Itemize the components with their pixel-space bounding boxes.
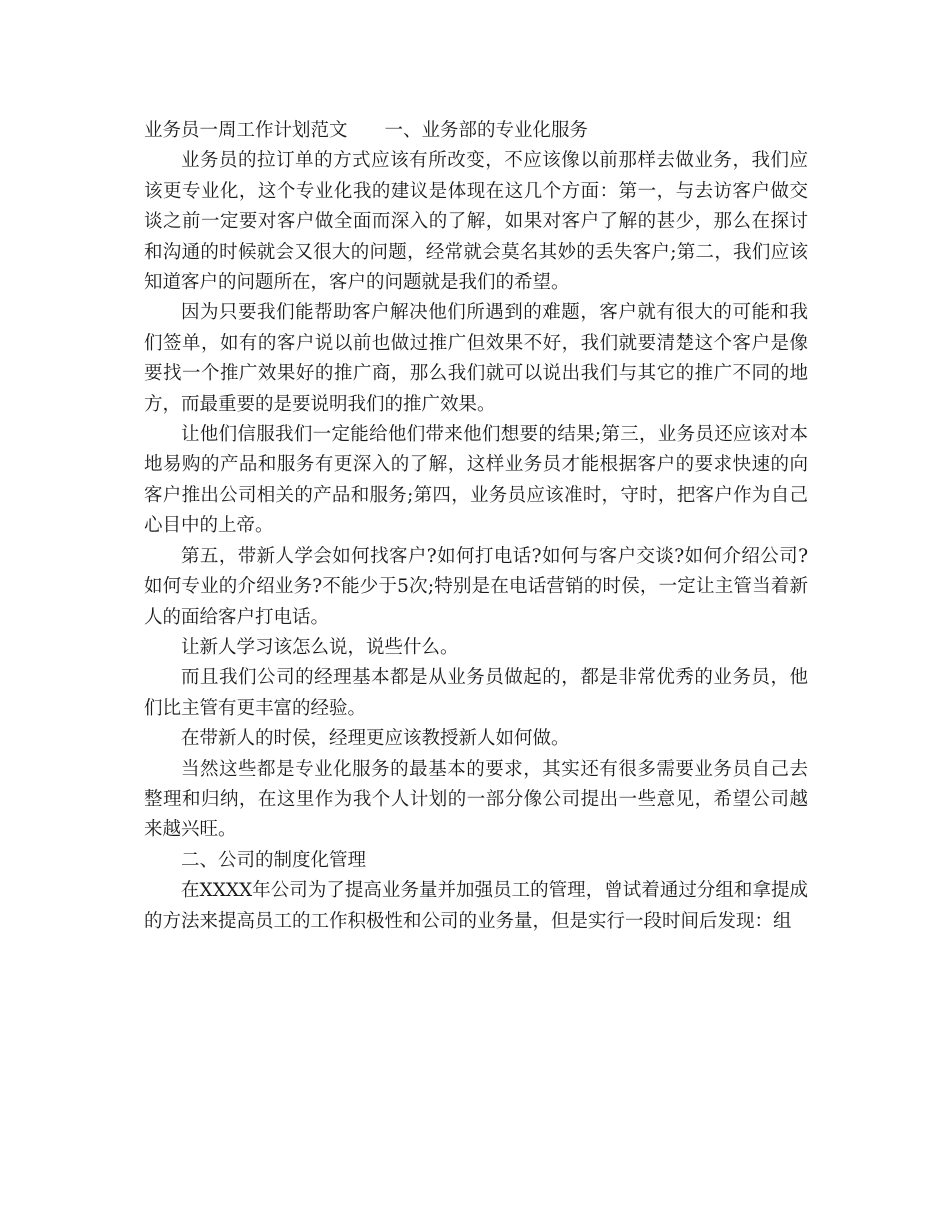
document-body <box>144 116 808 937</box>
paragraph: 在带新人的时侯，经理更应该教授新人如何做。 <box>181 728 570 750</box>
paragraph: 业务员的拉订单的方式应该有所改变，不应该像以前那样去做业务，我们应该更专业化，这个专业化我的建议是体现在这几个方面：第一，与去访客户做交谈之前一定要对客户做全面而深入的了解，如果对客户了解的甚少，那么在探讨和沟通的时候就会又很大的问题，经常就会莫名其妙的丢失客户;第二，我们应该知道客户的问题所在，客户的问题就是我们的希望。 <box>144 150 808 294</box>
paragraph: 当然这些都是专业化服务的最基本的要求，其实还有很多需要业务员自己去整理和归纳，在这里作为我个人计划的一部分像公司提出一些意见，希望公司越来越兴旺。 <box>144 758 808 841</box>
paragraph: 而且我们公司的经理基本都是从业务员做起的，都是非常优秀的业务员，他们比主管有更丰富的经验。 <box>144 667 808 719</box>
paragraph: 第五，带新人学会如何找客户?如何打电话?如何与客户交谈?如何介绍公司?如何专业的介绍业务?不能少于5次;特别是在电话营销的时侯，一定让主管当着新人的面给客户打电话。 <box>144 545 808 628</box>
paragraph: 让他们信服我们一定能给他们带来他们想要的结果;第三，业务员还应该对本地易购的产品和服务有更深入的了解，这样业务员才能根据客户的要求快速的向客户推出公司相关的产品和服务;第四，业务员应该准时，守时，把客户作为自己心目中的上帝。 <box>144 424 808 537</box>
document-title-line: 业务员一周工作计划范文 一、业务部的专业化服务 <box>144 120 589 141</box>
paragraph: 在XXXX年公司为了提高业务量并加强员工的管理，曾试着通过分组和拿提成的方法来提高员工的工作积极性和公司的业务量，但是实行一段时间后发现：组 <box>144 880 808 932</box>
paragraph: 因为只要我们能帮助客户解决他们所遇到的难题，客户就有很大的可能和我们签单，如有的客户说以前也做过推广但效果不好，我们就要清楚这个客户是像要找一个推广效果好的推广商，那么我们就可以说出我们与其它的推广不同的地方，而最重要的是要说明我们的推广效果。 <box>144 302 808 415</box>
section-heading: 二、公司的制度化管理 <box>181 849 367 871</box>
paragraph: 让新人学习该怎么说，说些什么。 <box>181 636 459 658</box>
